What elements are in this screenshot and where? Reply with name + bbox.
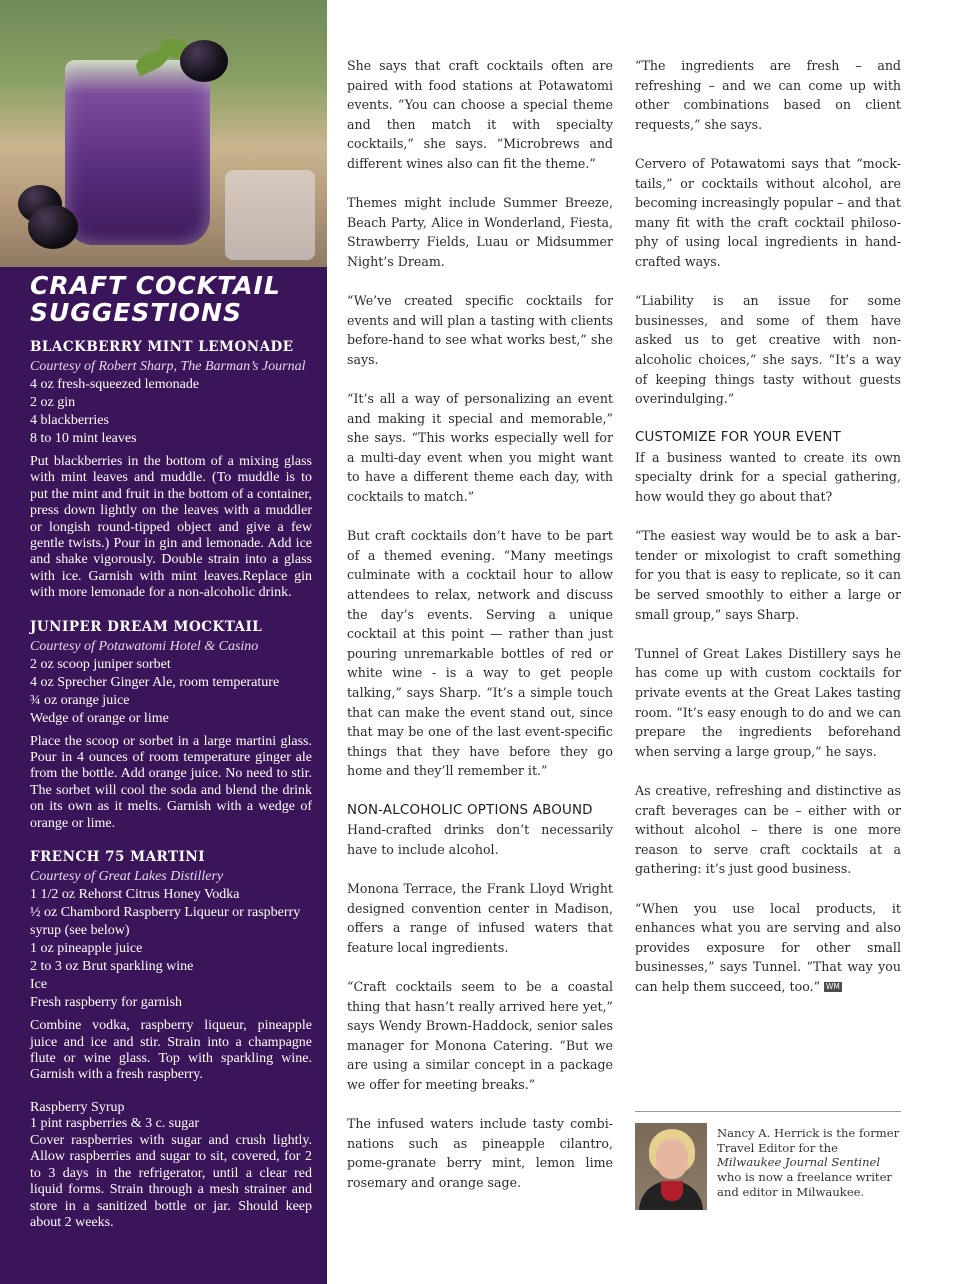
end-mark-logo: WM <box>826 982 840 992</box>
ingredient: Fresh raspberry for garnish <box>30 995 183 1011</box>
recipe-name: BLACKBERRY MINT LEMONADE <box>30 339 294 355</box>
paragraph: Cervero of Potawatomi says that “mock-tails,” or cocktails without alcohol, are becoming increasingly popular – and that many fit with the craft cocktail philoso-phy of using local ingredients in hand-crafted ways. <box>635 155 901 269</box>
recipe <box>30 618 312 832</box>
paragraph: If a business wanted to create its own specialty drink for a special gathering, how would they go about that? <box>635 449 901 505</box>
recipe-directions: Put blackberries in the bottom of a mixing glass with mint leaves and muddle. (To muddle is to put the mint and fruit in the bottom of a container, press down lightly on the leaves with a muddler or longish round-tipped object and give a few gentle twists.) Pour in gin and lemonade. Add ice and shake vigorously. Double strain into a glass with ice. Garnish with mint leaves.Replace gin with more lemonade for a non-alcoholic drink. <box>30 454 312 601</box>
section-heading: NON-ALCOHOLIC OPTIONS ABOUND <box>347 802 593 818</box>
ingredient: 1 oz pineapple juice <box>30 941 143 957</box>
paragraph: Tunnel of Great Lakes Distillery says he has come up with custom cocktails for private events at the Great Lakes tasting room. “It’s easy enough to do and we can prepare the ingredients beforehand when serving a large group,” he says. <box>635 645 901 759</box>
recipe <box>30 338 312 602</box>
syrup-title: Raspberry Syrup <box>30 1099 125 1115</box>
ingredient-list <box>30 656 312 728</box>
article-column-1 <box>347 56 613 1212</box>
ingredient: 4 oz Sprecher Ginger Ale, room temperature <box>30 674 280 690</box>
paragraph: “Craft cocktails seem to be a coastal thing that hasn’t really arrived here yet,” says Wendy Brown-Haddock, senior sales manager for Monona Catering. “But we are using a similar concept in a package we offer for meeting breaks.” <box>347 978 613 1092</box>
recipe-directions: Place the scoop or sorbet in a large martini glass. Pour in 4 ounces of room temperature ginger ale from the bottle. Add orange juice. No need to stir. The sorbet will cool the soda and blend the drink on its own as it melts. Garnish with a wedge of orange or lime. <box>30 733 312 831</box>
paragraph: But craft cocktails don’t have to be part of a themed evening. “Many meetings culminate with a cocktail hour to allow attendees to relax, network and discuss the day’s events. Serving a unique cocktail at this point — rather than just pouring unremarkable bottles of red or white wine - is a way to get people talking,” says Sharp. “It’s a simple touch that can make the event stand out, since that may be one of the last event-specific things that they have before they go home and they’ll remember it.” <box>347 528 613 779</box>
cocktail-photo <box>0 0 327 267</box>
ingredient: 2 to 3 oz Brut sparkling wine <box>30 959 194 975</box>
recipe-name: JUNIPER DREAM MOCKTAIL <box>30 618 263 635</box>
author-bio <box>717 1126 905 1200</box>
blackberry <box>28 205 78 249</box>
paragraph: As creative, refreshing and distinctive as craft beverages can be – either with or without alcohol – there is one more reason to serve craft cocktails at a gathering: it’s just good business. <box>635 782 901 877</box>
ingredient: 1 1/2 oz Rehorst Citrus Honey Vodka <box>30 887 240 903</box>
recipe-sidebar <box>0 0 327 1284</box>
paragraph: “It’s all a way of personalizing an event and making it special and memorable,” she says. “This works especially well for a multi-day event when you might want to have a different theme each day, with cocktails to match.” <box>347 391 613 505</box>
section-heading: CUSTOMIZE FOR YOUR EVENT <box>635 430 841 446</box>
blackberry <box>180 40 228 82</box>
ingredient: 4 blackberries <box>30 413 109 428</box>
paragraph: Themes might include Summer Breeze, Beach Party, Alice in Wonderland, Fiesta, Strawberry Fields, Luau or Midsummer Night’s Dream. <box>347 195 613 269</box>
paragraph-text: “When you use local products, it enhances what you are serving and also provides exposure for other small businesses,” says Tunnel. “That way you can help them succeed, too.” <box>635 900 901 994</box>
bio-line: who is now a freelance writer and editor in Milwaukee. <box>717 1170 892 1199</box>
syrup-directions: Cover raspberries with sugar and crush lightly. Allow raspberries and sugar to sit, covered, for 2 to 3 days in the refrigerator, until a clear red liquid forms. Strain through a mesh strainer and store in a sanitized bottle or jar. Should keep about 2 weeks. <box>30 1132 312 1231</box>
recipe-name: FRENCH 75 MARTINI <box>30 849 206 866</box>
author-photo <box>635 1123 707 1210</box>
ingredient: 4 oz fresh-squeezed lemonade <box>30 377 200 392</box>
ingredient: Ice <box>30 977 48 993</box>
paragraph: The infused waters include tasty combi-nations such as pineapple cilantro, pome-granate berry mint, lemon lime rosemary and orange sage. <box>347 1116 613 1190</box>
paragraph: “We’ve created specific cocktails for events and will plan a tasting with clients before-hand to see what works best,” she says. <box>347 293 613 367</box>
syrup-recipe <box>30 1100 312 1232</box>
syrup-ingredient: 1 pint raspberries & 3 c. sugar <box>30 1116 200 1132</box>
sidebar-title: CRAFT COCKTAIL SUGGESTIONS <box>30 271 281 327</box>
ingredient: ¾ oz orange juice <box>30 692 130 708</box>
recipe-courtesy: Courtesy of Robert Sharp, The Barman’s Journal <box>30 359 306 374</box>
ingredient-list <box>30 376 312 448</box>
ingredient: 2 oz gin <box>30 395 76 410</box>
recipe <box>30 848 312 1084</box>
ingredient: 8 to 10 mint leaves <box>30 431 137 446</box>
final-paragraph <box>635 899 901 997</box>
ingredient-list <box>30 886 312 1012</box>
bio-line: Nancy A. Herrick is the former Travel Editor for the <box>717 1126 900 1155</box>
recipe-courtesy: Courtesy of Potawatomi Hotel & Casino <box>30 638 259 654</box>
ingredient: 2 oz scoop juniper sorbet <box>30 656 171 672</box>
paragraph: She says that craft cocktails often are paired with food stations at Potawatomi events. “You can choose a special theme and then match it with specialty cocktails,” she says. “Microbrews and different wines also can fit the theme.” <box>347 58 613 171</box>
paragraph: “The ingredients are fresh – and refreshing – and we can come up with other combinations based on client requests,” she says. <box>635 58 901 132</box>
cocktail-glass <box>65 60 210 245</box>
bio-publication: Milwaukee Journal Sentinel <box>717 1155 881 1170</box>
paragraph: Monona Terrace, the Frank Lloyd Wright designed convention center in Madison, offers a range of infused waters that feature local ingredients. <box>347 880 613 955</box>
ingredient: ½ oz Chambord Raspberry Liqueur or raspberry syrup (see below) <box>30 905 301 939</box>
paragraph: “The easiest way would be to ask a bar-tender or mixologist to craft something for you that is easy to replicate, so it can be served smoothly to either a large or small group,” says Sharp. <box>635 528 901 622</box>
ingredient: Wedge of orange or lime <box>30 710 169 726</box>
recipe-courtesy: Courtesy of Great Lakes Distillery <box>30 869 224 885</box>
recipe-list <box>30 272 312 1232</box>
recipe-directions: Combine vodka, raspberry liqueur, pineapple juice and ice and stir. Strain into a champagne flute or wine glass. Top with sparkling wine. Garnish with a fresh raspberry. <box>30 1018 312 1083</box>
paragraph: “Liability is an issue for some businesses, and some of them have asked us to get creative with non-alcoholic choices,” she says. “It’s a way of keeping things tasty without guests overindulging.” <box>635 293 901 407</box>
article-column-2 <box>635 56 901 1016</box>
bio-divider <box>635 1111 901 1112</box>
paragraph: Hand-crafted drinks don’t necessarily have to include alcohol. <box>347 822 613 857</box>
